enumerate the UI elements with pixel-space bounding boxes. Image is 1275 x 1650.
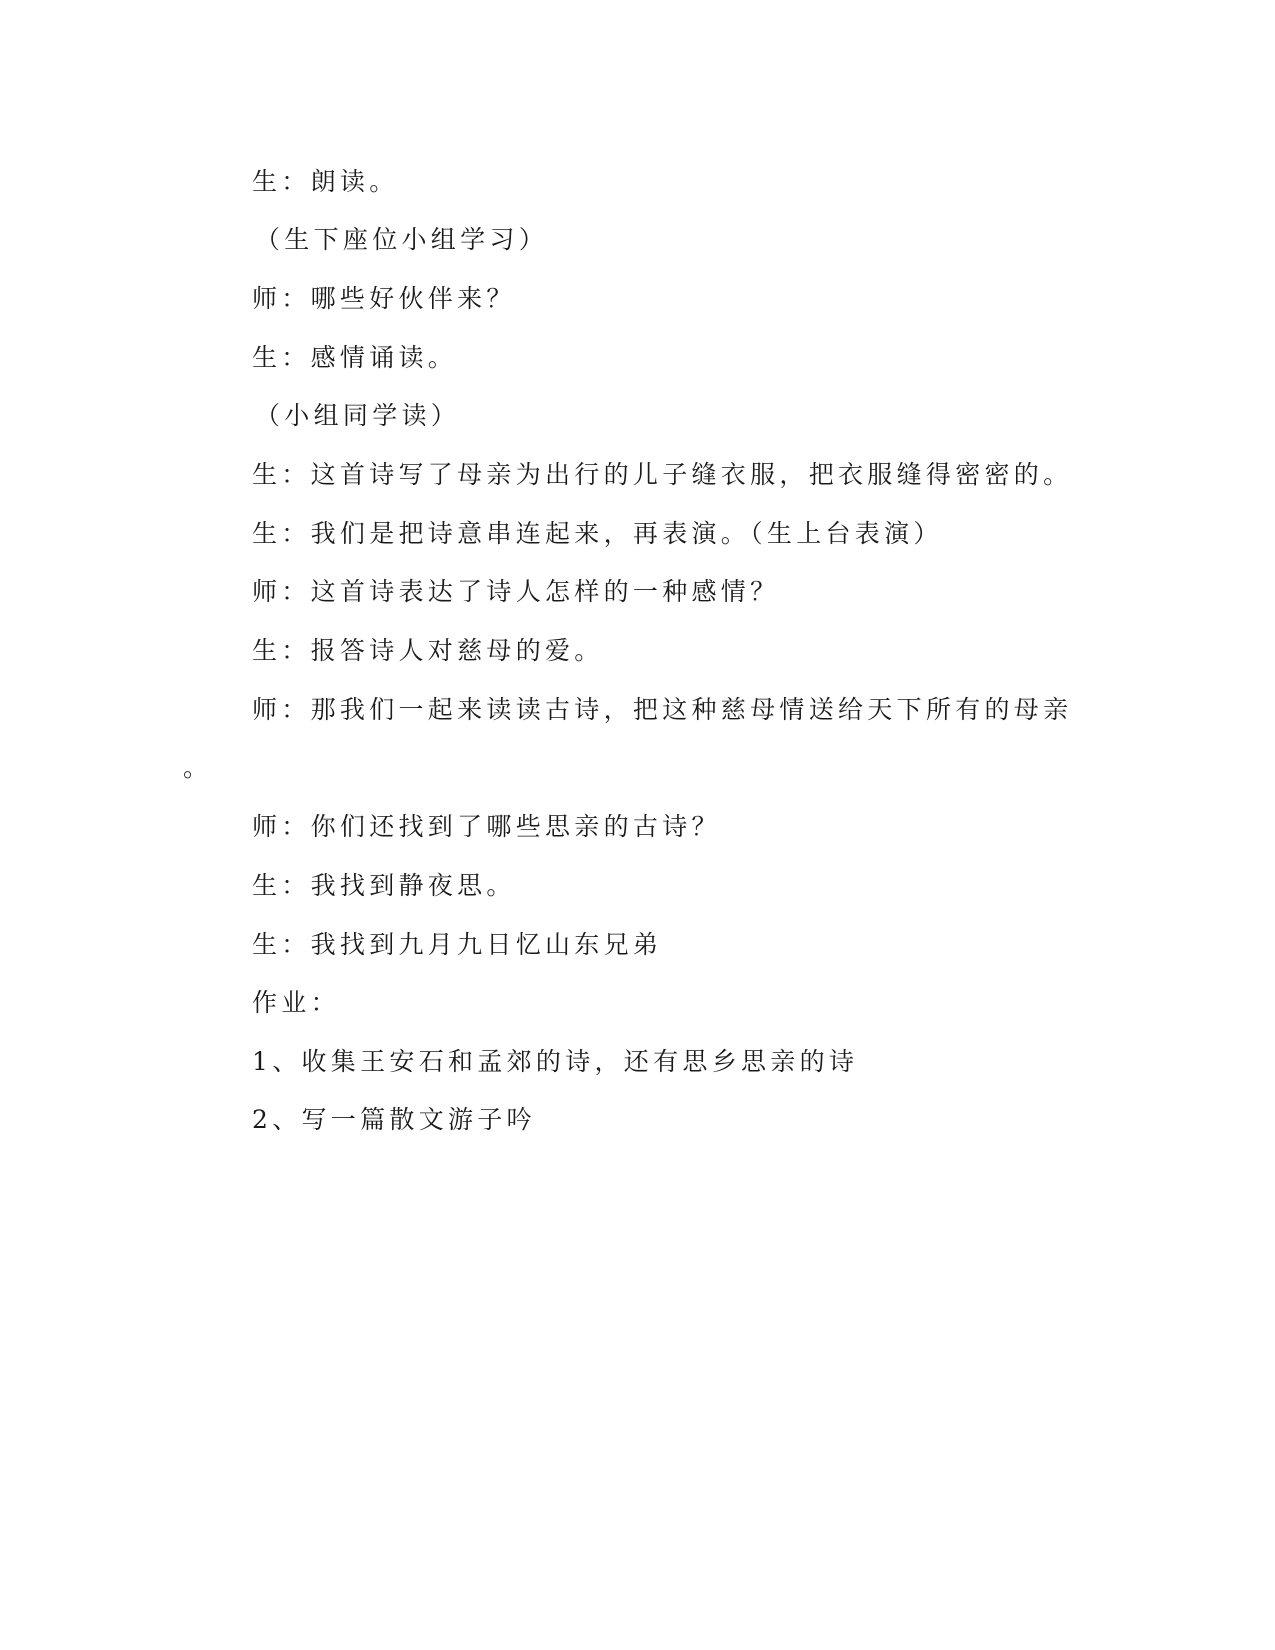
stage-direction: （生下座位小组学习）: [255, 225, 549, 254]
homework-heading: 作业：: [252, 988, 340, 1017]
homework-item: 2、写一篇散文游子吟: [252, 1105, 536, 1134]
dialogue-line: 师：你们还找到了哪些思亲的古诗？: [252, 812, 721, 841]
wrapped-punctuation: 。: [183, 753, 213, 782]
dialogue-line: 师：那我们一起来读读古诗，把这种慈母情送给天下所有的母亲: [252, 695, 1073, 724]
dialogue-line: 生：报答诗人对慈母的爱。: [252, 636, 604, 665]
dialogue-line: 师：哪些好伙伴来？: [252, 284, 516, 313]
dialogue-line: 生：感情诵读。: [252, 343, 458, 372]
dialogue-line: 师：这首诗表达了诗人怎样的一种感情？: [252, 577, 780, 606]
dialogue-line: 生：我找到九月九日忆山东兄弟: [252, 930, 663, 959]
dialogue-line: 生：我们是把诗意串连起来，再表演。（生上台表演）: [252, 519, 943, 548]
stage-direction: （小组同学读）: [255, 401, 461, 430]
dialogue-line: 生：朗读。: [252, 167, 399, 196]
homework-item: 1、收集王安石和孟郊的诗，还有思乡思亲的诗: [252, 1047, 859, 1076]
dialogue-line: 生：我找到静夜思。: [252, 871, 516, 900]
dialogue-line: 生：这首诗写了母亲为出行的儿子缝衣服，把衣服缝得密密的。: [252, 460, 1073, 489]
